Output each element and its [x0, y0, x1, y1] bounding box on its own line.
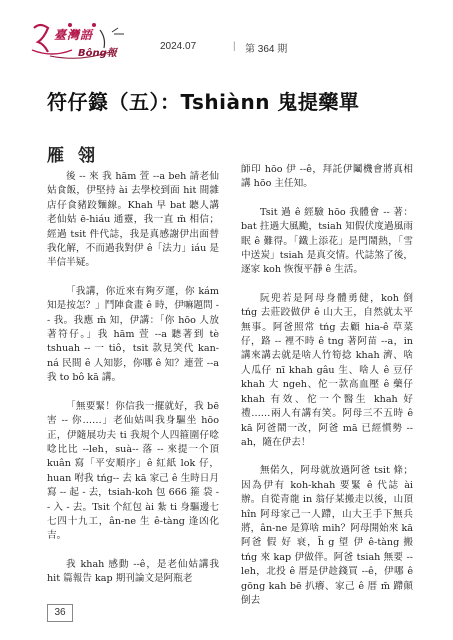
- paragraph: 無偌久，阿母就放過阿爸 tsit 條；因為伊有 koh-khah 要緊 ê 代誌 ài 辦。自從青龍 in 翁仔某搬走以後，山頂 hîn 阿母家己一人蹛，山大王手下無兵將，ân-ne 是算啥 mih？阿母開始來 kā 阿爸 假 好 衰，h̄ g 望 伊 ê-tàng 搬 tńg 來 kap 伊做伴。阿爸 tsiah 無要 --leh，北投 ê 厝是伊趁錢買 --ê，伊哪 ê gōng kah bē 扒癢、家己 ê 厝 m̄ 蹛顛倒去: [241, 465, 413, 606]
- issue-number: 第 364 期: [245, 44, 288, 55]
- paragraph: 「無要緊！你信我一擺就好，我 bē 害 -- 你……」老仙姑叫我身驅坐 hōo 正，伊隨展功夫 ti 我規个人四箍圍仔唸唸比比 --leh，suà-- 落 -- 來提一个頂 kuân 寫「平安順序」ê 紅紙 lok 仔，huan 咐我 tńg-- 去 kā 家己 ê 生時日月寫 -- 起 - 去，tsiah-koh 包 666 箍 袋 -- 入 - 去。Tsit 个紅包 ài 紮 ti 身驅邊七七四十九工，ân-ne 生 ê-tàng 逢凶化吉。: [47, 400, 219, 542]
- header-separator: |: [233, 41, 236, 52]
- magazine-logo: [30, 20, 135, 62]
- page-header: [0, 0, 453, 72]
- paragraph: 「我講，你近來有夠歹運，你 kám 知是按怎？」鬥陣食畫 ê 時，伊嘛題問 -- 我。我應 m̄ 知，伊講：「你 hōo 人放著符仔。」我 hām 萱 --a 聽著到 tè tshuah -- 一 tiô，tsit 款見笑代 kan-ná 民間 ê 人知影，你哪 ê 知？連萱 --a 我 to bô kā 講。: [47, 285, 219, 384]
- article-author: 雁翎: [47, 146, 109, 166]
- left-column: [47, 170, 219, 601]
- paragraph: 我 khah 感動 --ê，是老仙姑講我 hit 篇報告 kap 期刊論文是阿瓶老: [47, 558, 219, 585]
- paragraph: 阮兜若是阿母身體勇健，koh 倒 tńg 去莊跤做伊 ê 山大王，自然就太平無事。阿爸照常 tńg 去顧 hia-ê 草菜仔，路 -- 裡不時 ê tng 著阿苗 --a，in 講來講去就是啥人竹筍捻 khah 濟、啥人瓜仔 nī khah gâu 生、啥人 ê 豆仔 khah 大 ngeh、佗一款高血壓 ê 藥仔 khah 有效、佗一个醫生 khah 好禮……兩人有講有笑。阿母三不五時 ê kā 阿爸鬧一改，阿爸 mā 已經慣勢 --ah，隨在伊去！: [241, 292, 413, 448]
- paragraph: 後 -- 來 我 hām 萱 --a beh 請老仙姑食飯，伊堅持 ài 去學校到面 hit 間雜店仔食豬跤麵線。Khah 早 bat 聽人講老仙姑 ē-hiáu 通靈，我一直 m̄ 相信；經過 tsit 件代誌，我是真感謝伊出面替我化解，不而過我對伊 ê「法力」iáu 是半信半疑。: [47, 171, 219, 269]
- logo-title: 臺灣語: [54, 28, 94, 42]
- logo-subtitle: Bông報: [78, 48, 117, 59]
- issue-date: 2024.07: [160, 41, 197, 52]
- paragraph: Tsit 過 ê 經驗 hōo 我體會 -- 著：bat 拄過大風颱，tsiah 知假伏度過風雨眠 ê 難得。「鐵上添花」是門鬧熱，「雪中送炭」tsiah 是真交情。代誌煞了後，逐家 koh 恢復平靜 ê 生活。: [241, 206, 413, 276]
- paragraph: 師印 hōo 伊 --ê，拜託伊鬮機會將真相講 hōo 主任知。: [241, 164, 413, 190]
- page-number: 36: [47, 604, 73, 622]
- article-title: 符仔籙（五）：Tshiànn 鬼提藥單: [47, 90, 360, 114]
- right-column: [241, 163, 413, 622]
